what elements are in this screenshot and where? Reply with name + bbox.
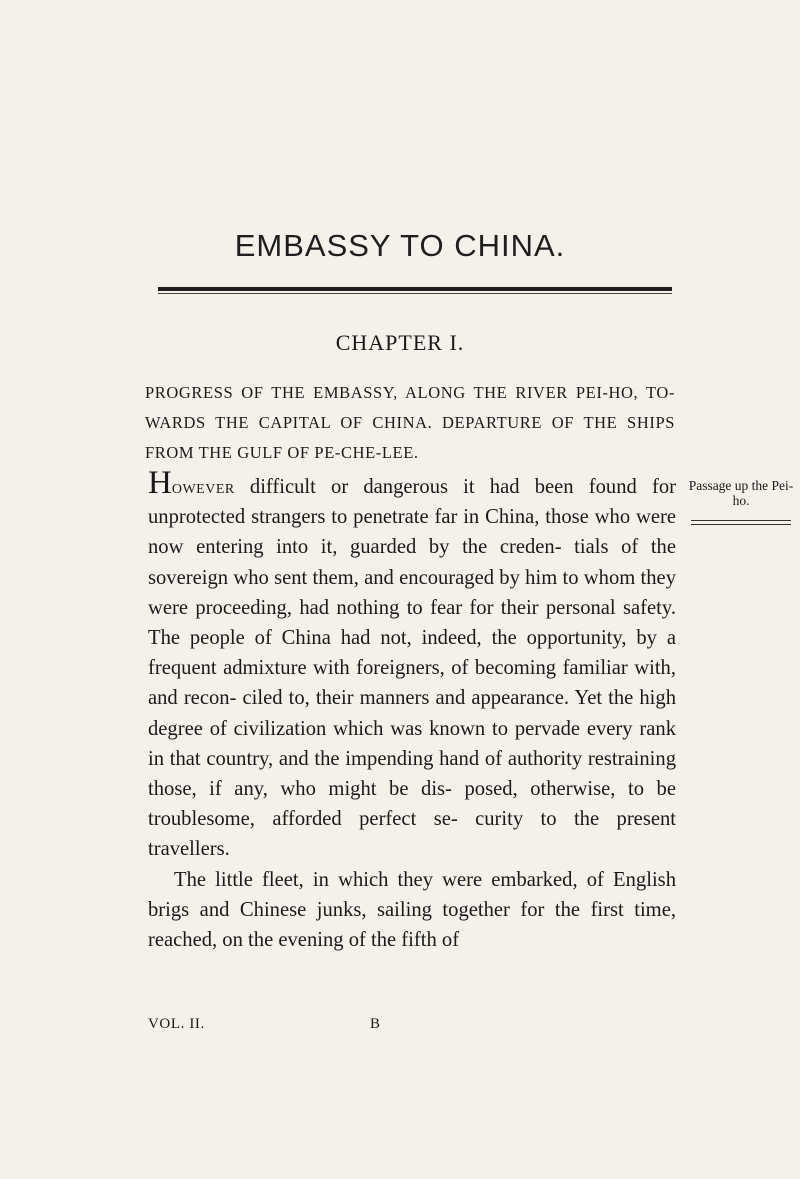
paragraph-1 <box>148 465 676 865</box>
marginal-note-rule <box>691 520 791 525</box>
paragraph-2: The little fleet, in which they were embarked, of English brigs and Chinese junks, sailing together for the first time, reached, on the evening of the fifth of <box>148 868 676 952</box>
title-rule-thin <box>158 293 672 294</box>
body-text <box>148 465 676 955</box>
signature-mark: B <box>370 1016 381 1032</box>
chapter-title: CHAPTER I. <box>335 330 465 355</box>
drop-initial: H <box>148 465 172 501</box>
running-title: EMBASSY TO CHINA. <box>234 228 566 263</box>
title-rule-thick <box>158 287 672 291</box>
opening-smallcaps: owever <box>171 476 235 498</box>
marginal-note: Passage up the Pei-ho. <box>688 478 794 508</box>
volume-label: VOL. II. <box>148 1016 205 1032</box>
paragraph-1-text: difficult or dangerous it had been found for unprotected strangers to penetrate far in China, those who were now entering into it, guarded by the creden- tials of the sovereign who sent them, and encouraged by him to whom they were proceeding, had nothing to fear for their personal safety. The people of China had not, indeed, the opportunity, by a frequent admixture with foreigners, of becoming familiar with, and recon- ciled to, their manners and appearance. Yet the high degree of civilization which was known to pervade every rank in that country, and the impending hand of authority restraining those, if any, who might be dis- posed, otherwise, to be troublesome, afforded perfect se- curity to the present travellers. <box>148 476 676 861</box>
chapter-synopsis: PROGRESS OF THE EMBASSY, ALONG THE RIVER PEI-HO, TO- WARDS THE CAPITAL OF CHINA. DEPARTURE OF THE SHIPS FROM THE GULF OF PE-CHE-LEE. <box>145 383 675 462</box>
